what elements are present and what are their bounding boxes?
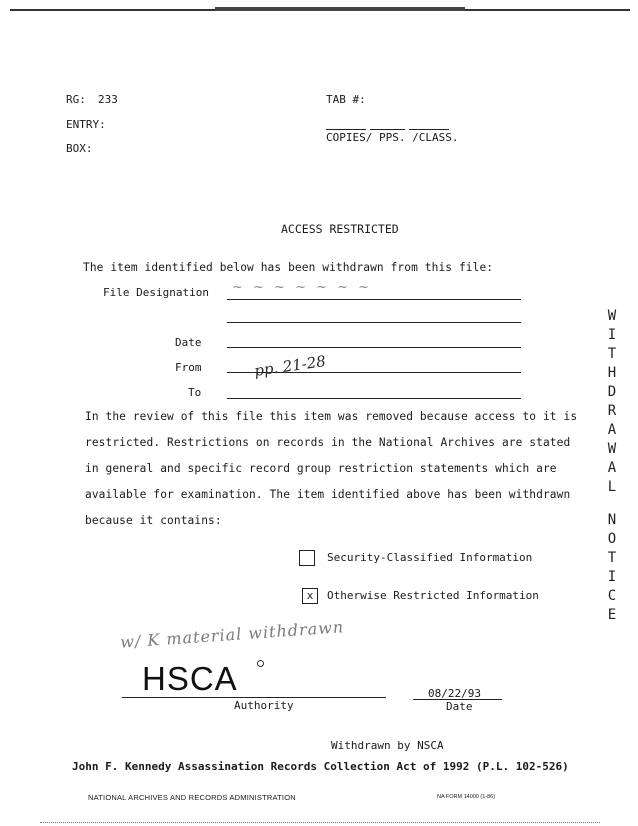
paragraph-line-2: restricted. Restrictions on records in the National Archives are stated xyxy=(85,436,571,449)
from-line xyxy=(227,372,521,373)
file-designation-line-1 xyxy=(227,299,521,300)
withdrawal-notice-vertical-label: W I T H D R A W A L N O T I C E xyxy=(607,308,617,623)
withdrawn-by-text: Withdrawn by NSCA xyxy=(331,739,444,752)
to-line xyxy=(227,398,521,399)
paragraph-line-4: available for examination. The item identified above has been withdrawn xyxy=(85,488,571,501)
from-value-handwriting: pp. 21-28 xyxy=(253,352,327,380)
otherwise-restricted-label: Otherwise Restricted Information xyxy=(327,589,539,602)
authority-date-value: 08/22/93 xyxy=(428,687,481,700)
footer-agency: NATIONAL ARCHIVES AND RECORDS ADMINISTRATION xyxy=(88,793,296,802)
entry-label: ENTRY: xyxy=(66,118,106,131)
paragraph-line-3: in general and specific record group restriction statements which are xyxy=(85,462,557,475)
copies-line-1 xyxy=(326,129,366,130)
authority-value: HSCA xyxy=(142,660,238,697)
checkbox-x-mark: x xyxy=(306,589,314,602)
to-label: To xyxy=(188,386,202,399)
copies-pps-class-label: COPIES/ PPS. /CLASS. xyxy=(326,131,459,144)
date-line xyxy=(227,347,521,348)
file-designation-label: File Designation xyxy=(103,286,209,299)
date-label: Date xyxy=(175,336,202,349)
copies-line-3 xyxy=(409,129,449,130)
rg-label: RG: xyxy=(66,93,86,106)
handwritten-note: w/ K material withdrawn xyxy=(119,617,345,652)
copies-line-2 xyxy=(370,129,405,130)
box-label: BOX: xyxy=(66,142,93,155)
otherwise-restricted-checkbox[interactable] xyxy=(302,588,318,604)
tab-label: TAB #: xyxy=(326,93,366,106)
file-designation-handwriting: ~ ~ ~ ~ ~ ~ ~ xyxy=(232,280,373,295)
paragraph-line-1: In the review of this file this item was removed because access to it is xyxy=(85,410,578,423)
bottom-scan-edge xyxy=(40,822,600,823)
security-classified-checkbox[interactable] xyxy=(299,550,315,566)
rg-value: 233 xyxy=(98,93,118,106)
paragraph-line-5: because it contains: xyxy=(85,514,222,527)
security-classified-label: Security-Classified Information xyxy=(327,551,533,564)
authority-dot xyxy=(257,660,264,667)
authority-line xyxy=(122,697,386,698)
authority-date-label: Date xyxy=(446,700,473,713)
intro-text: The item identified below has been withdrawn from this file: xyxy=(83,261,494,274)
top-scan-smudge xyxy=(215,7,465,11)
footer-form-number: NA FORM 14000 (1-86) xyxy=(437,794,496,800)
from-label: From xyxy=(175,361,202,374)
authority-label: Authority xyxy=(234,699,294,712)
file-designation-line-2 xyxy=(227,322,521,323)
page-title: ACCESS RESTRICTED xyxy=(281,222,399,236)
jfk-act-line: John F. Kennedy Assassination Records Collection Act of 1992 (P.L. 102-526) xyxy=(72,760,569,773)
